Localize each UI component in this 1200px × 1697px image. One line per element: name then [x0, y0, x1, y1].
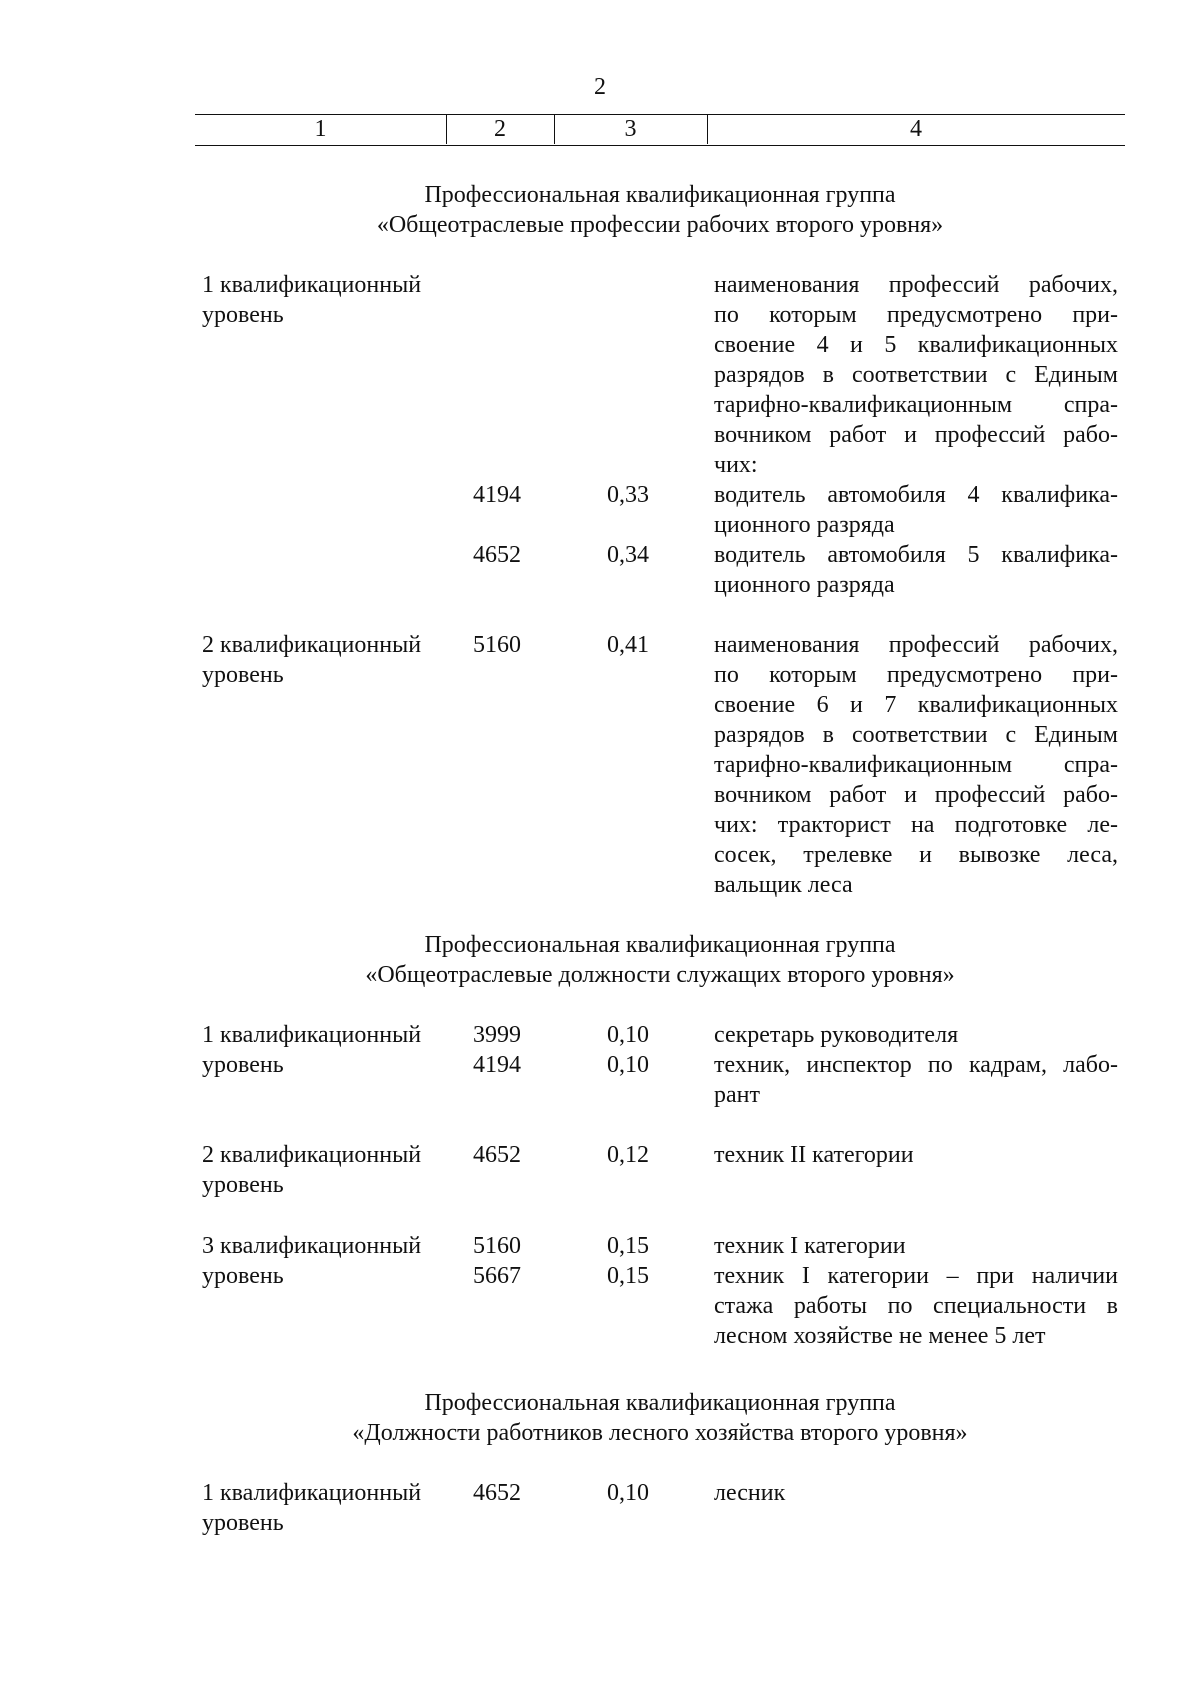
column-number-4: 4	[910, 116, 922, 142]
column-number-header	[195, 114, 1125, 146]
group-heading-name: «Должности работников лесного хозяйства второго уровня»	[352, 1420, 968, 1446]
coefficient: 0,41	[607, 632, 649, 658]
column-number-2: 2	[446, 115, 555, 144]
qualification-level: 1 квалификационный уровень	[202, 1022, 422, 1078]
qualification-level: 2 квалификационный уровень	[202, 1142, 422, 1198]
tariff-code: 3999 4194	[473, 1022, 521, 1078]
group-heading-name: «Общеотраслевые профессии рабочих второго уровня»	[376, 212, 944, 238]
tariff-code: 5160 5667	[473, 1233, 521, 1289]
group-heading-forestry	[195, 1388, 1125, 1448]
coefficient: 0,10	[607, 1480, 649, 1506]
group-heading-name: «Общеотраслевые должности служащих второго уровня»	[365, 962, 955, 988]
qualification-level: 1 квалификационный уровень	[202, 272, 422, 328]
profession-description: секретарь руководителя техник, инспектор по кадрам, лабо- рант	[714, 1022, 1118, 1108]
group-heading-title: Профессиональная квалификационная группа	[424, 1390, 896, 1416]
group-heading-workers	[195, 180, 1125, 240]
coefficient: 0,34	[607, 542, 649, 568]
profession-description: лесник	[714, 1480, 786, 1506]
coefficient: 0,12	[607, 1142, 649, 1168]
coefficient: 0,10 0,10	[607, 1022, 649, 1078]
profession-description: наименования профессий рабочих, по которым предусмотрено при- своение 6 и 7 квалификационных разрядов в соответствии с Единым тарифно-квалификационным спра- вочником работ и профессий рабо- чих: тракторист на подготовке ле- сосек, трелевке и вывозке леса, вальщик леса	[714, 632, 1118, 898]
tariff-code: 4652	[473, 1480, 521, 1506]
coefficient: 0,15 0,15	[607, 1233, 649, 1289]
coefficient: 0,33	[607, 482, 649, 508]
profession-description: техник I категории техник I категории – при наличии стажа работы по специальности в лесном хозяйстве не менее 5 лет	[714, 1233, 1118, 1349]
profession-description: наименования профессий рабочих, по которым предусмотрено при- своение 4 и 5 квалификационных разрядов в соответствии с Единым тарифно-квалификационным спра- вочником работ и профессий рабо- чих:	[714, 272, 1118, 478]
column-number-1: 1	[195, 115, 447, 144]
group-heading-title: Профессиональная квалификационная группа	[424, 932, 896, 958]
profession-description: техник II категории	[714, 1142, 914, 1168]
profession-description: водитель автомобиля 5 квалифика- ционного разряда	[714, 542, 1118, 598]
profession-description: водитель автомобиля 4 квалифика- ционного разряда	[714, 482, 1118, 538]
page-number: 2	[594, 74, 606, 100]
tariff-code: 4652	[473, 542, 521, 568]
qualification-level: 3 квалификационный уровень	[202, 1233, 422, 1289]
qualification-level: 1 квалификационный уровень	[202, 1480, 422, 1536]
tariff-code: 4194	[473, 482, 521, 508]
group-heading-employees	[195, 930, 1125, 990]
tariff-code: 4652	[473, 1142, 521, 1168]
tariff-code: 5160	[473, 632, 521, 658]
group-heading-title: Профессиональная квалификационная группа	[424, 182, 896, 208]
column-number-3: 3	[554, 115, 708, 144]
qualification-level: 2 квалификационный уровень	[202, 632, 422, 688]
